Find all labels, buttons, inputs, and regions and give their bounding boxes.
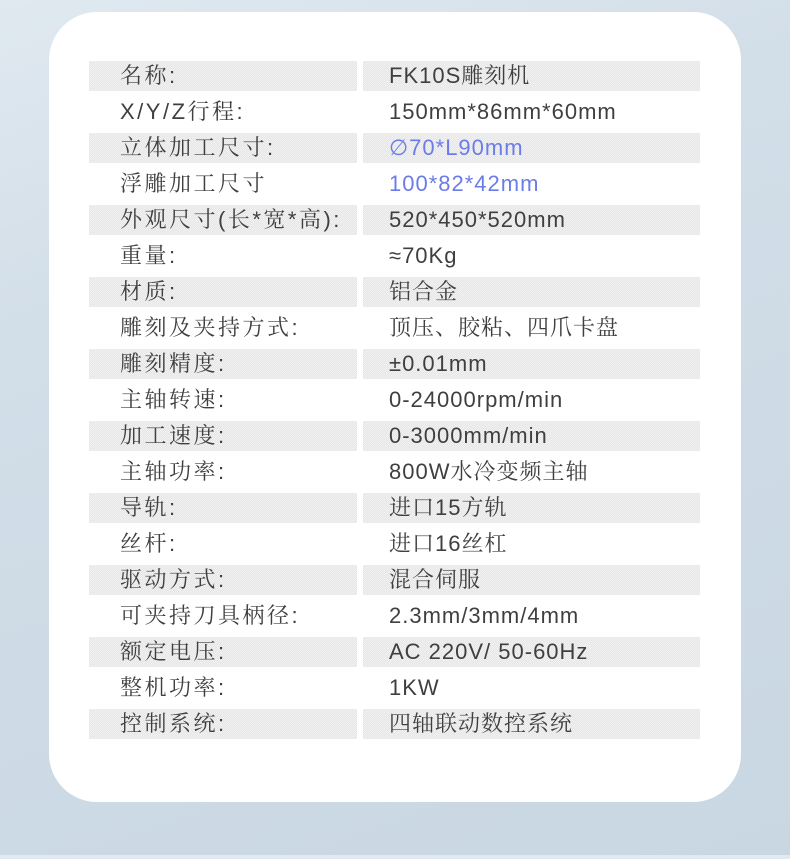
- spec-value: 混合伺服: [363, 565, 700, 595]
- spec-row: [89, 493, 700, 523]
- spec-row: [89, 565, 700, 595]
- spec-value: 铝合金: [363, 277, 700, 307]
- spec-value: AC 220V/ 50-60Hz: [363, 637, 700, 667]
- spec-label: 外观尺寸(长*宽*高):: [89, 205, 357, 235]
- spec-label: 立体加工尺寸:: [89, 133, 357, 163]
- spec-label: 丝杆:: [120, 531, 178, 556]
- spec-value: 四轴联动数控系统: [363, 709, 700, 739]
- product-spec-card: [49, 12, 741, 802]
- spec-row: [89, 673, 700, 703]
- spec-label: 控制系统:: [89, 709, 357, 739]
- spec-label: 雕刻及夹持方式:: [120, 315, 301, 340]
- spec-table: [89, 61, 700, 745]
- spec-row: [89, 601, 700, 631]
- spec-value: 100*82*42mm: [389, 171, 540, 196]
- spec-row: [89, 241, 700, 271]
- spec-label: 导轨:: [89, 493, 357, 523]
- spec-row: [89, 61, 700, 91]
- spec-value: ≈70Kg: [389, 243, 458, 268]
- spec-value: 顶压、胶粘、四爪卡盘: [389, 315, 620, 340]
- spec-value: 0-24000rpm/min: [389, 387, 564, 412]
- spec-row: [89, 313, 700, 343]
- spec-row: [89, 97, 700, 127]
- spec-label: X/Y/Z行程:: [120, 99, 246, 124]
- spec-label: 名称:: [89, 61, 357, 91]
- spec-value: 1KW: [389, 675, 440, 700]
- spec-label: 驱动方式:: [89, 565, 357, 595]
- spec-label: 额定电压:: [89, 637, 357, 667]
- spec-label: 主轴转速:: [120, 387, 227, 412]
- spec-value: 520*450*520mm: [363, 205, 700, 235]
- spec-value: ±0.01mm: [363, 349, 700, 379]
- spec-label: 雕刻精度:: [89, 349, 357, 379]
- spec-row: [89, 349, 700, 379]
- spec-label: 重量:: [120, 243, 178, 268]
- spec-row: [89, 169, 700, 199]
- spec-value: 进口16丝杠: [389, 531, 508, 556]
- spec-row: [89, 277, 700, 307]
- spec-row: [89, 133, 700, 163]
- spec-label: 主轴功率:: [120, 459, 227, 484]
- spec-label: 浮雕加工尺寸: [120, 171, 268, 196]
- spec-value: FK10S雕刻机: [363, 61, 700, 91]
- spec-value: ∅70*L90mm: [363, 133, 700, 163]
- spec-row: [89, 385, 700, 415]
- spec-row: [89, 709, 700, 739]
- spec-row: [89, 205, 700, 235]
- spec-value: 150mm*86mm*60mm: [389, 99, 617, 124]
- spec-value: 2.3mm/3mm/4mm: [389, 603, 580, 628]
- spec-label: 整机功率:: [120, 675, 227, 700]
- spec-row: [89, 529, 700, 559]
- spec-value: 0-3000mm/min: [363, 421, 700, 451]
- spec-value: 800W水冷变频主轴: [389, 459, 589, 484]
- spec-label: 加工速度:: [89, 421, 357, 451]
- spec-row: [89, 637, 700, 667]
- spec-label: 材质:: [89, 277, 357, 307]
- spec-value: 进口15方轨: [363, 493, 700, 523]
- spec-label: 可夹持刀具柄径:: [120, 603, 301, 628]
- spec-row: [89, 421, 700, 451]
- spec-row: [89, 457, 700, 487]
